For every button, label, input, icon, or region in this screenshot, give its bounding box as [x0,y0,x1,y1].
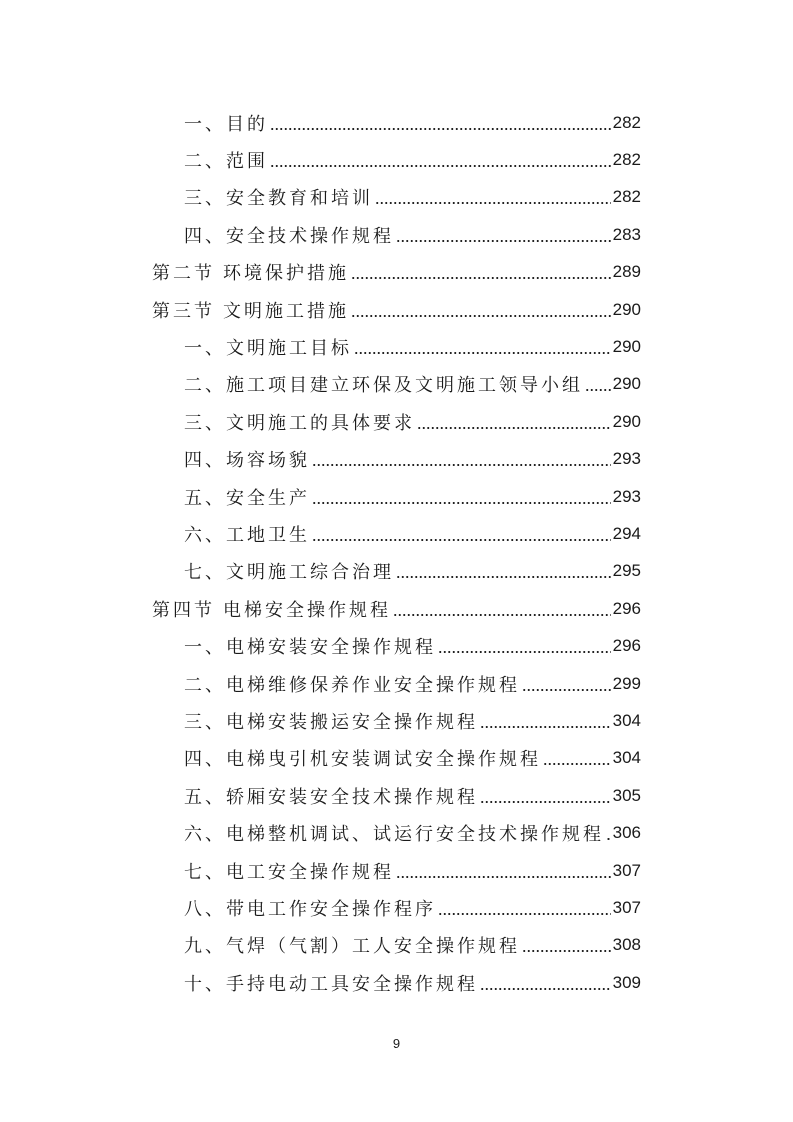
dot-leader [351,301,611,319]
toc-entry[interactable] [0,777,793,814]
dot-leader [396,226,611,244]
dot-leader [351,263,611,281]
toc-entry[interactable] [0,814,793,851]
dot-leader [438,899,611,917]
toc-entry-title: 十、手持电动工具安全操作规程 [184,973,478,994]
toc-entry[interactable] [0,254,793,291]
toc-entry-page: 304 [612,710,641,730]
dot-leader [396,862,611,880]
toc-entry-title: 三、文明施工的具体要求 [184,412,415,433]
toc-entry[interactable] [0,964,793,1001]
toc-entry-page: 307 [612,897,641,917]
toc-entry[interactable] [0,366,793,403]
dot-leader [375,188,611,206]
dot-leader [480,974,611,992]
dot-leader [480,712,611,730]
toc-entry-title: 九、气焊（气割）工人安全操作规程 [184,936,520,957]
toc-entry[interactable] [0,179,793,216]
toc-entry-page: 304 [612,748,641,768]
toc-entry-page: 309 [612,972,641,992]
toc-entry[interactable] [0,441,793,478]
toc-entry-page: 290 [612,337,641,357]
dot-leader [522,936,611,954]
toc-entry[interactable] [0,104,793,141]
toc-entry-title: 八、带电工作安全操作程序 [184,898,436,919]
toc-entry[interactable] [0,515,793,552]
toc-entry-page: 306 [612,823,641,843]
toc-entry-page: 295 [612,561,641,581]
toc-entry-page: 289 [612,262,641,282]
toc-entry-title: 二、施工项目建立环保及文明施工领导小组 [184,375,583,396]
toc-entry-title: 五、轿厢安装安全技术操作规程 [184,786,478,807]
toc-entry-title: 四、安全技术操作规程 [184,225,394,246]
toc-entry[interactable] [0,889,793,926]
dot-leader [543,749,611,767]
toc-entry-page: 290 [612,411,641,431]
toc-entry-title: 五、安全生产 [184,487,310,508]
dot-leader [438,637,611,655]
toc-entry[interactable] [0,702,793,739]
toc-entry[interactable] [0,553,793,590]
toc-entry-page: 290 [612,299,641,319]
dot-leader [312,525,611,543]
toc-entry-page: 296 [612,598,641,618]
toc-entry-page: 296 [612,636,641,656]
dot-leader [585,375,611,393]
table-of-contents [0,104,793,1001]
toc-entry-page: 299 [612,673,641,693]
toc-entry[interactable] [0,216,793,253]
dot-leader [312,450,611,468]
toc-entry-page: 293 [612,486,641,506]
dot-leader [606,824,611,842]
toc-entry-title: 二、电梯维修保养作业安全操作规程 [184,674,520,695]
toc-entry-page: 293 [612,449,641,469]
dot-leader [354,338,611,356]
toc-entry[interactable] [0,665,793,702]
toc-entry-page: 282 [612,187,641,207]
dot-leader [396,562,611,580]
dot-leader [522,675,611,693]
toc-entry[interactable] [0,291,793,328]
toc-entry[interactable] [0,590,793,627]
dot-leader [270,151,611,169]
toc-entry-title: 六、工地卫生 [184,524,310,545]
toc-entry-page: 307 [612,860,641,880]
toc-entry-page: 282 [612,112,641,132]
toc-entry-page: 283 [612,224,641,244]
toc-entry[interactable] [0,927,793,964]
toc-entry[interactable] [0,740,793,777]
toc-entry-title: 一、目的 [184,113,268,134]
toc-entry-title: 二、范围 [184,151,268,172]
toc-entry-title: 第三节 文明施工措施 [152,300,350,321]
toc-entry-title: 三、电梯安装搬运安全操作规程 [184,711,478,732]
page-number: 9 [392,1036,401,1051]
dot-leader [417,413,611,431]
toc-entry-title: 三、安全教育和培训 [184,188,373,209]
toc-entry-title: 四、场容场貌 [184,450,310,471]
toc-entry[interactable] [0,478,793,515]
dot-leader [312,488,611,506]
toc-entry[interactable] [0,627,793,664]
toc-entry-title: 七、电工安全操作规程 [184,861,394,882]
toc-entry-title: 六、电梯整机调试、试运行安全技术操作规程 [184,824,604,845]
toc-entry-title: 四、电梯曳引机安装调试安全操作规程 [184,749,541,770]
toc-entry-title: 一、文明施工目标 [184,338,352,359]
toc-entry[interactable] [0,852,793,889]
toc-entry[interactable] [0,403,793,440]
toc-entry-title: 第二节 环境保护措施 [152,263,350,284]
toc-entry[interactable] [0,141,793,178]
toc-entry[interactable] [0,328,793,365]
dot-leader [393,600,611,618]
toc-entry-page: 290 [612,374,641,394]
toc-entry-page: 305 [612,785,641,805]
toc-entry-title: 七、文明施工综合治理 [184,562,394,583]
toc-entry-page: 308 [612,935,641,955]
dot-leader [270,114,611,132]
toc-entry-title: 一、电梯安装安全操作规程 [184,637,436,658]
toc-entry-page: 294 [612,523,641,543]
toc-entry-page: 282 [612,150,641,170]
toc-entry-title: 第四节 电梯安全操作规程 [152,599,391,620]
dot-leader [480,787,611,805]
